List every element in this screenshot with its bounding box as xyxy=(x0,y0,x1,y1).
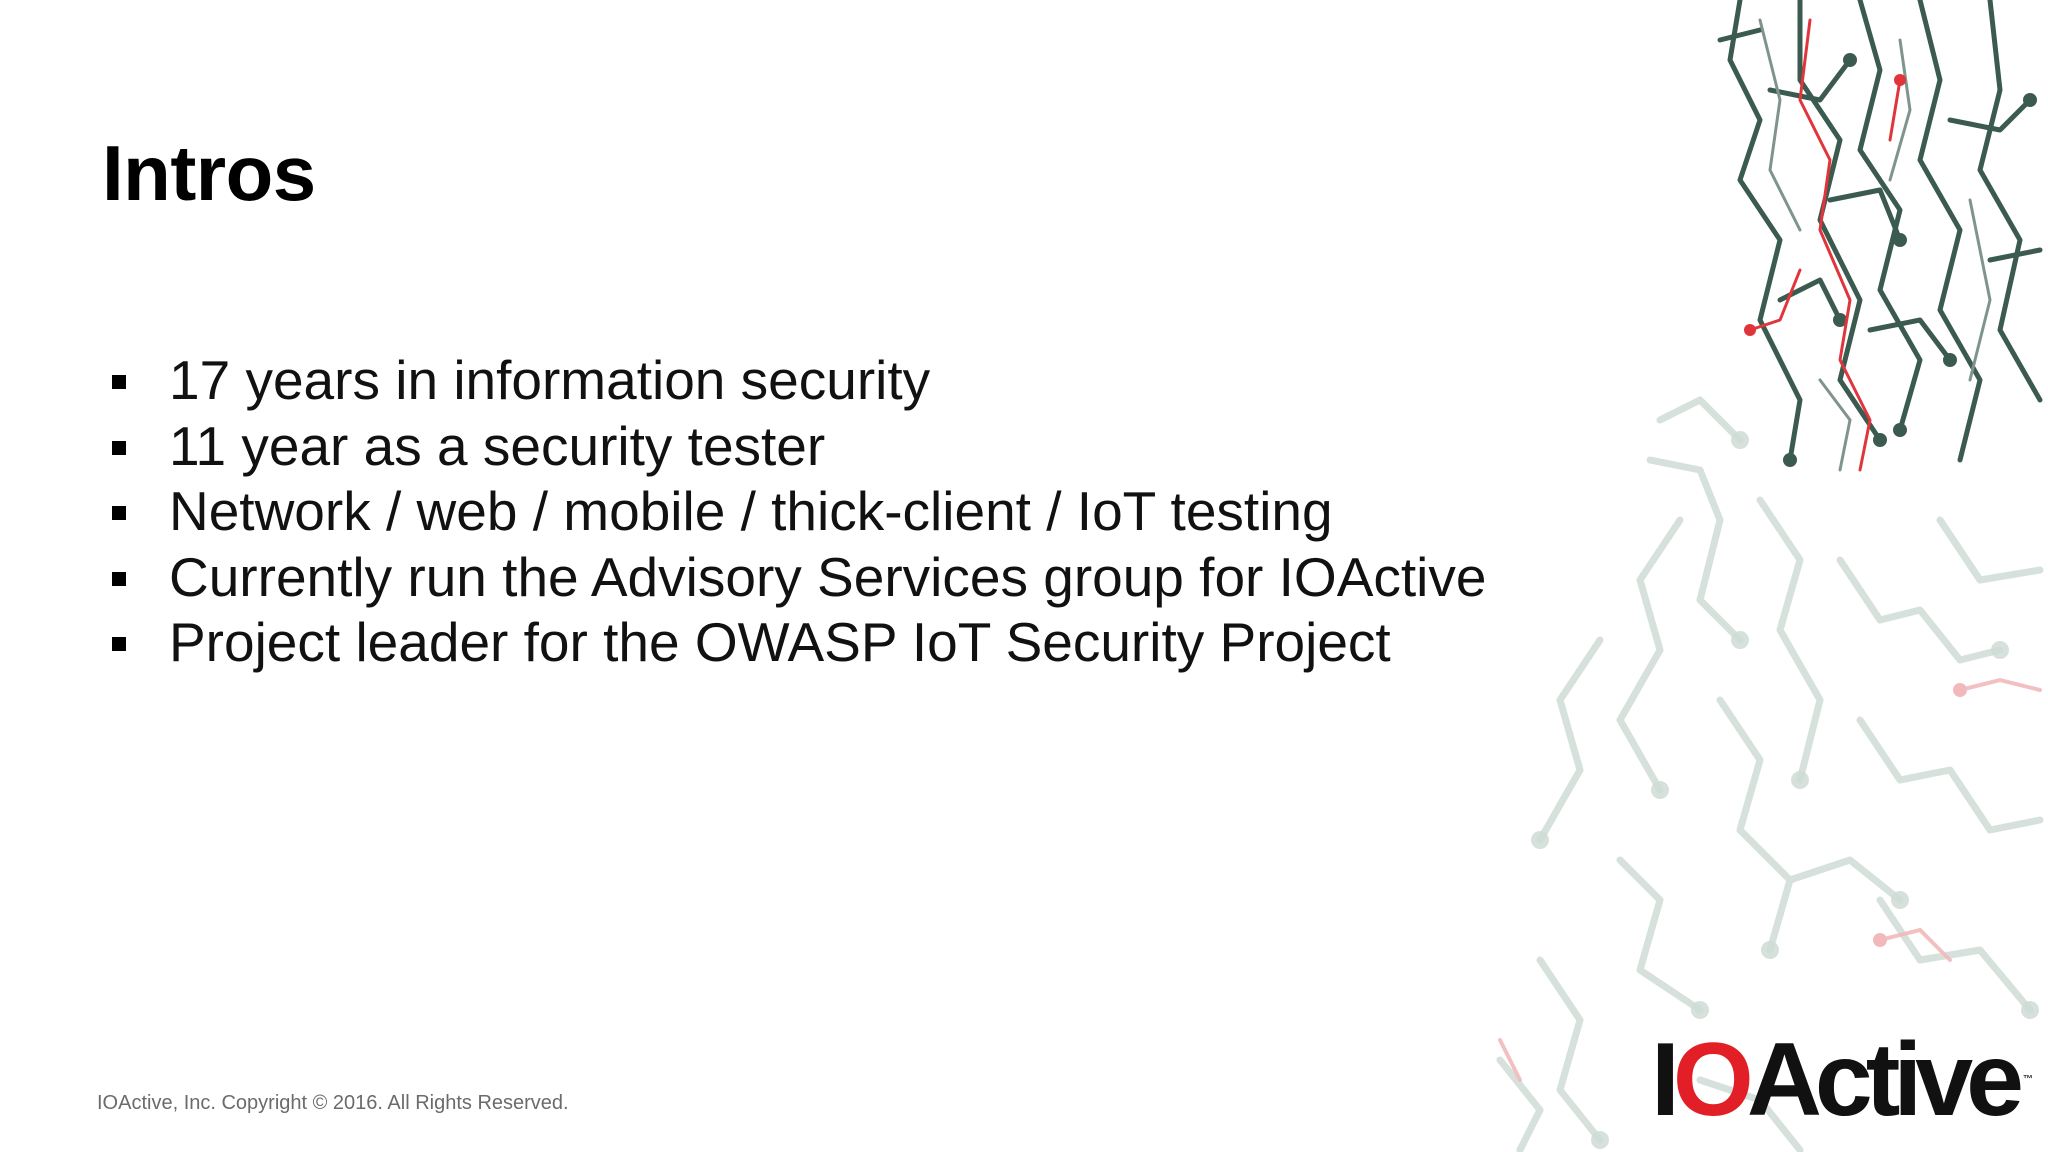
square-bullet-icon xyxy=(112,441,126,455)
square-bullet-icon xyxy=(112,506,126,520)
footer-copyright: IOActive, Inc. Copyright © 2016. All Rights Reserved. xyxy=(97,1092,569,1114)
logo-red-letter: O xyxy=(1672,1022,1747,1138)
square-bullet-icon xyxy=(112,572,126,586)
slide-title: Intros xyxy=(102,129,316,217)
logo-trademark: ™ xyxy=(2022,1074,2033,1085)
ioactive-logo xyxy=(1651,1022,2033,1138)
bullet-text: 17 years in information security xyxy=(169,349,931,411)
bullet-text: Network / web / mobile / thick-client / IoT testing xyxy=(169,480,1333,542)
bullet-text: Project leader for the OWASP IoT Security Project xyxy=(169,611,1391,673)
bullet-text: Currently run the Advisory Services group for IOActive xyxy=(169,545,1487,608)
square-bullet-icon xyxy=(112,375,126,389)
logo-suffix: Active xyxy=(1746,1022,2017,1138)
square-bullet-icon xyxy=(112,637,126,651)
bullet-text: 11 year as a security tester xyxy=(169,414,826,477)
logo-prefix: I xyxy=(1651,1022,1673,1138)
